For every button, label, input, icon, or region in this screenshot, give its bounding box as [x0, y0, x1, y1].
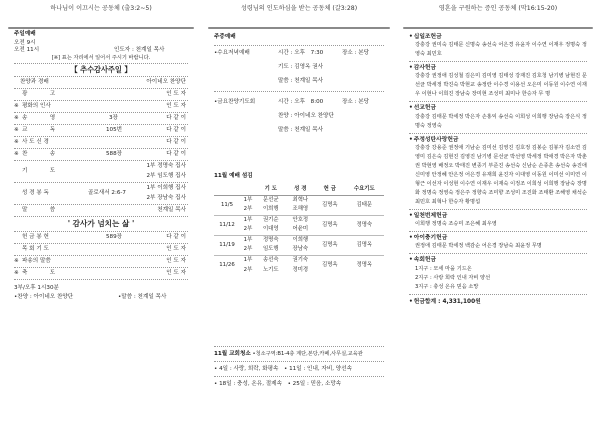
offering-section: •선교헌금 강충강 김태문 박세정 박은자 손홍익 송선숙 이희성 이희행 장남숙 장은식 정명숙 정영숙 — [409, 105, 587, 133]
weekly-schedule-column — [208, 0, 390, 387]
order-item: ※ 송 영 3장 다 같 이 — [14, 115, 186, 121]
table-row: 11/19 1부 정명숙 이희행 김명옥 김명옥 — [214, 235, 384, 245]
offering-section: •아이충기헌금 권정애 김태문 박세정 백감순 어은경 장남숙 최윤정 무명 — [409, 235, 587, 254]
sermon-title: ' 감사가 넘치는 삶 ' — [67, 219, 135, 228]
service-leader: 인도자 : 천계일 목사 — [114, 47, 165, 53]
cleaning-line-1: • 4일 : 사랑, 희락, 화평속 • 11일 : 인내, 자비, 양선속 — [214, 366, 352, 372]
order-item: ※ 교 독 105번 다 같 이 — [14, 127, 186, 133]
cleaning-title: 11월 교회청소 — [214, 351, 251, 357]
col3-title: 영혼을 구원하는 증인 공동체 (막16:15-20) — [438, 5, 558, 12]
col1-title: 하나님이 이끄시는 공동체 (출3:2~5) — [50, 5, 152, 12]
november-serving-table: 11월 예배 섬김 기 도 성 경 헌 금 수요기도 11/5 1부 문선균 최혁나 김명옥 김태문 2부 이희행 조해영 11/12 1부 권기순 안호정 김명옥 정명숙 2부 이대영 어윤미 11/19 1부 정명숙 이희행 김명옥 김명옥 2부 임도행 장남숙 11/26 1부 송선숙 권기숙 김명옥 정명옥 2부 노기도 정미경 — [214, 173, 384, 275]
section-header: 【 추수감사주일 】 — [70, 65, 132, 74]
order-item: ※ 찬 송 588장 다 같 이 — [14, 151, 186, 157]
standing-notice: [※] 표는 자리에서 일어서 주시기 바랍니다. — [51, 55, 151, 61]
third-service-praise: •찬양 : 아이네오 찬양단 — [14, 294, 74, 300]
cleaning-schedule — [214, 346, 384, 391]
col2-title: 성령님의 인도하심을 받는 공동체 (갈3:28) — [240, 5, 358, 12]
order-item: 광 고 인 도 자 — [22, 91, 186, 97]
time-2: 오전 11시 — [14, 47, 40, 53]
offering-section: •십일조헌금 강충강 권미숙 김태문 신명숙 송선숙 어은경 유윤자 이수연 이재우 정명숙 정영숙 최민호 — [409, 34, 587, 62]
wed-sermon: 말씀 : 천계일 목사 — [278, 78, 324, 84]
offering-section: •주정성탄사랑헌금 강충강 강용준 권정애 기남순 김미선 김영진 김호정 김봉순 김봉자 김소연 김영미 김은숙 김현진 김영진 남기병 문선균 박선영 박세정 박애경 박은자 박춘권 박현영 배정오 박태진 변종기 부준진 송선숙 신남순 손종흔 송선숙 송진애 신미영 안정혜 안은정 어은경 유재희 윤진자 이대영 이동원 이미선 이미연 이형근 이선자 이성현 이수연 이재우 이재숙 이정조 이희성 이희행 장남숙 장명화 정명숙 정영숙 정은주 정향숙 조미향 조성미 조진화 조태환 조해영 채석순 최민호 최혁나 한승자 황명섭 — [409, 137, 587, 210]
worship-order-column — [8, 0, 194, 300]
order-item-reading: 성 경 봉 독 골로새서 2:6-7 1부 이희행 집사 2부 장남숙 집사 — [22, 185, 186, 201]
table-row: 2부 이희행 조해영 — [243, 206, 309, 213]
wed-prayer: 기도 : 김영옥 권사 — [278, 64, 324, 70]
time-1: 오전 9시 — [14, 40, 36, 46]
order-item: ※ 사 도 신 경 다 같 이 — [14, 139, 186, 145]
midweek-title: 주중예배 — [214, 34, 236, 40]
table-row: 11/5 1부 문선균 최혁나 김명옥 김태문 — [214, 195, 384, 205]
choir-value: 아이네오 찬양단 — [146, 79, 186, 85]
weekly-schedule-box — [208, 27, 390, 387]
third-service-sermon: •말씀 : 천계일 목사 — [118, 294, 167, 300]
third-service-time: 3부/오후 1시30분 — [14, 285, 59, 291]
order-item: 헌 금 봉 헌 589장 다 같 이 — [22, 234, 186, 240]
table-row: 2부 이대영 어윤미 — [243, 226, 309, 233]
order-item: 목 회 기 도 인 도 자 — [22, 246, 186, 252]
offering-column — [403, 0, 593, 305]
nov-title: 11월 예배 섬김 — [214, 173, 253, 179]
cleaning-note: •청소구역:B1-4층 계단,본당,카페,사무실,교육관 — [252, 351, 363, 357]
order-item: ※ 평화의 인사 인 도 자 — [14, 103, 186, 109]
choir-label: 찬양과 경배 — [20, 79, 49, 85]
table-row: 11/26 1부 송선숙 권기숙 김명옥 정명옥 — [214, 255, 384, 265]
offering-section: •감사헌금 강충강 권정애 김성철 김은미 김미영 김태성 강재진 김호청 남기병 남현진 문선균 박세정 박진숙 박현교 송정란 이수경 이용선 오은미 이동원 이수연 이재우 이현나 이희진 장남숙 장미현 조성미 최미나 한승자 무 명 — [409, 65, 587, 102]
table-row: 2부 노기도 정미경 — [243, 266, 309, 273]
wed-time-row: •수요저녁예배 시간 : 오후 7:30 장소 : 본당 — [214, 50, 370, 56]
order-item-sermon: 말 씀 천계일 목사 — [22, 207, 186, 213]
offering-list: •십일조헌금 강충강 권미숙 김태문 신명숙 송선숙 어은경 유윤자 이수연 이재우 정명숙 정영숙 최민호 •감사헌금 강충강 권정애 김성철 김은미 김미영 김태성 강재진 김호청 남기병 남현진 문선균 박세정 박진숙 박현교 송정란 이수경 이용선 오은미 이동원 이수연 이재우 이현나 이희진 장남숙 장미현 조성미 최미나 한승자 무 명 •선교헌금 강충강 김태문 박세정 박은자 손홍익 송선숙 이희성 이희행 장남숙 장은식 정명숙 정영숙 •주정성탄사랑헌금 강충강 강용준 권정애 기남순 김미선 김영진 김호정 김봉순 김봉자 김소연 김영미 김은숙 김현진 김영진 남기병 문선균 박선영 박세정 박애경 박은자 박춘권 박현영 배정오 박태진 변종기 부준진 송선숙 신남순 손종흔 송선숙 송진애 신미영 안정혜 안은정 어은경 유재희 윤진자 이대영 이동원 이미선 이미연 이형근 이선자 이성현 이수연 이재우 이재숙 이정조 이희성 이희행 장남숙 장명화 정명숙 정영숙 정은주 정향숙 조미향 조성미 조진화 조태환 조해영 채석순 최민호 최혁나 한승자 황명섭 •일천번제헌금 이희행 정명숙 조승미 조은혜 최우영 •아이충기헌금 권정애 김태문 박세정 백감순 어은경 장남숙 최윤정 무명 •속회헌금 1지구 : 모세 마을 기드온 2지구 : 사랑 희락 인내 자비 양선 3지구 : 충성 온유 믿음 소망 •헌금합계 : 4,331,100원 — [409, 34, 587, 305]
fri-praise: 찬양 : 아이네오 찬양단 — [278, 113, 334, 119]
offering-section: •속회헌금 1지구 : 모세 마을 기드온 2지구 : 사랑 희락 인내 자비 양선 3지구 : 충성 온유 믿음 소망 — [409, 257, 587, 294]
table-row: 11/12 1부 권기순 안호정 김명옥 정명숙 — [214, 215, 384, 225]
order-item: ※ 축 도 인 도 자 — [14, 270, 186, 276]
service-name: 주일예배 — [14, 31, 36, 37]
worship-order-box — [8, 27, 194, 300]
cleaning-line-2: • 18일 : 충성, 온유, 절제속 • 25일 : 믿음, 소망속 — [214, 381, 342, 387]
offering-section: •일천번제헌금 이희행 정명숙 조승미 조은혜 최우영 — [409, 213, 587, 232]
offering-box — [403, 27, 593, 305]
fri-sermon: 말씀 : 천계일 목사 — [278, 127, 324, 133]
order-item: ※ 파송의 말씀 인 도 자 — [14, 258, 186, 264]
offering-total: 헌금합계 : 4,331,100원 — [413, 298, 481, 305]
fri-time-row: •금요찬양기도회 시간 : 오후 8:00 장소 : 본당 — [214, 99, 370, 105]
worship-order-list — [14, 89, 188, 280]
table-row: 2부 임도행 장남숙 — [243, 246, 309, 253]
order-item-prayer: 기 도 1부 정명숙 집사 2부 임도행 집사 — [22, 163, 186, 179]
